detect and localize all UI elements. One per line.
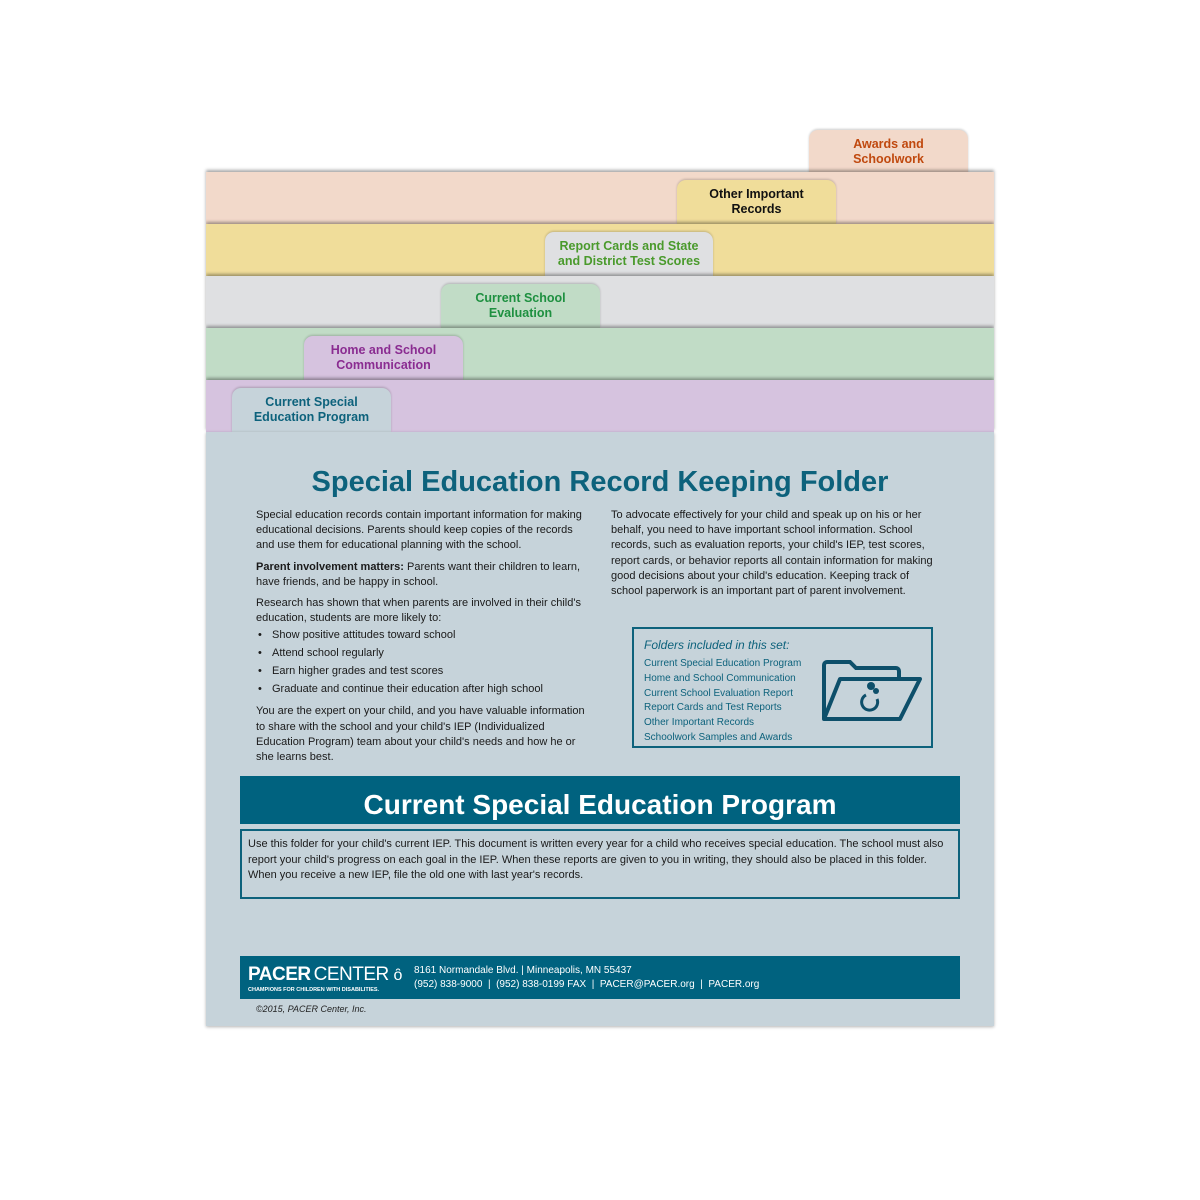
list-item: Schoolwork Samples and Awards xyxy=(644,731,793,743)
address: 8161 Normandale Blvd. | Minneapolis, MN 55437 xyxy=(414,965,632,976)
list-item: • Earn higher grades and test scores xyxy=(256,662,592,680)
logo-tagline: CHAMPIONS FOR CHILDREN WITH DISABILITIES. xyxy=(248,987,380,993)
logo-bold: PACER xyxy=(248,964,311,985)
list-item: Other Important Records xyxy=(644,717,755,729)
folder-description: Use this folder for your child's current IEP. This document is written every year for a child who receives special education. The school must also report your child's progress on each goal in the IEP. When these reports are given to you in writing, they should also be placed in this folder. When you receive a new IEP, file the old one with last year's records. xyxy=(240,829,960,899)
pacer-logo xyxy=(248,964,402,986)
tab-awards-schoolwork[interactable] xyxy=(809,130,968,174)
page-title: Special Education Record Keeping Folder xyxy=(311,466,889,498)
list-item: • Show positive attitudes toward school xyxy=(256,626,592,644)
involvement-body: Parents want their children to learn, have friends, and be happy in school. xyxy=(256,560,581,588)
logo-light: CENTER xyxy=(313,964,389,985)
tab-current-program[interactable] xyxy=(232,388,391,432)
folder-icon xyxy=(820,657,924,723)
tab-label: Awards and Schoolwork xyxy=(853,137,924,166)
tab-label: Current School Evaluation xyxy=(475,291,566,320)
list-item: • Graduate and continue their education after high school xyxy=(256,680,592,698)
folder-title-banner: Current Special Education Program xyxy=(240,776,960,824)
tab-home-school[interactable] xyxy=(304,336,463,380)
intro-text: Special education records contain important information for making educational decisions. Parents should keep copies of the records and use them for educational planning with the school. xyxy=(256,509,582,552)
list-item: Current School Evaluation Report xyxy=(644,687,793,699)
tab-label: Home and School Communication xyxy=(330,343,437,372)
band-peach xyxy=(206,172,994,224)
tab-label: Current Special Education Program xyxy=(253,395,370,424)
tab-label: Other Important Records xyxy=(709,187,804,216)
copyright: ©2015, PACER Center, Inc. xyxy=(256,1004,367,1014)
right-column xyxy=(611,508,943,605)
tab-label: Report Cards and State and District Test Scores xyxy=(557,239,701,268)
folders-box xyxy=(632,627,933,748)
list-item: Current Special Education Program xyxy=(644,658,802,669)
involvement-heading: Parent involvement matters: xyxy=(256,560,404,573)
advocate-text: To advocate effectively for your child and speak up on his or her behalf, you need to have important school information. School records, such as evaluation reports, your child's IEP, test scores, report cards, or behavior reports all contain information for making good decisions about your child's education. Keeping track of school paperwork is an important part of parent involvement. xyxy=(611,509,933,598)
folders-heading: Folders included in this set: xyxy=(644,638,790,652)
expert-text: You are the expert on your child, and you have valuable information to share with the school and your child's IEP (Individualized Education Program) team about your child's needs and how he or she learns best. xyxy=(256,705,585,764)
list-item: • Attend school regularly xyxy=(256,644,592,662)
tab-other-records[interactable] xyxy=(677,180,836,224)
benefits-list xyxy=(256,626,592,698)
footer xyxy=(240,956,960,999)
list-item: Home and School Communication xyxy=(644,672,796,684)
contact: (952) 838-9000 | (952) 838-0199 FAX | PACER@PACER.org | PACER.org xyxy=(414,979,760,990)
research-text: Research has shown that when parents are involved in their child's education, students are more likely to: xyxy=(256,597,581,625)
involvement-text xyxy=(256,560,592,590)
pacer-swirl-icon: ȏ xyxy=(393,967,402,984)
folders-list xyxy=(644,657,801,746)
tab-school-evaluation[interactable] xyxy=(441,284,600,328)
tab-report-cards[interactable] xyxy=(545,232,713,276)
list-item: Report Cards and Test Reports xyxy=(644,702,782,714)
band-gray xyxy=(206,276,994,328)
left-column xyxy=(256,508,592,771)
